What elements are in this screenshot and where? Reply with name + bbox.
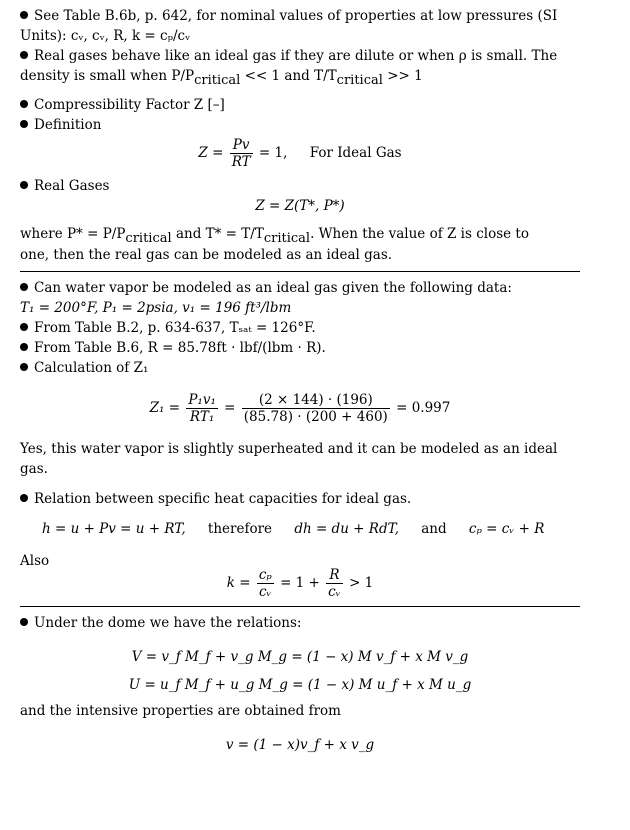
bullet-definition: Definition xyxy=(20,115,580,135)
section-divider-1 xyxy=(20,271,580,272)
intensive-line: and the intensive properties are obtained from xyxy=(20,703,341,719)
fraction-cp-cv: $\frac{\text{cₚ}}{\text{cᵥ}}$ xyxy=(258,567,272,600)
equation-V: V = v_f M_f + v_g M_g = (1 − x) M v_f + x M v_g xyxy=(131,649,469,665)
bullet-real-gases-line2: density is small when P/Pcritical << 1 and T/Tcritical >> 1 xyxy=(20,68,423,88)
bullet-icon xyxy=(20,618,28,626)
where-line1: where P* = P/Pcritical and T* = T/Tcritical. When the value of Z is close to xyxy=(20,226,529,246)
bullet-icon xyxy=(20,100,28,108)
bullet-calc-z1: Calculation of Z₁ xyxy=(20,358,580,378)
bullet-icon xyxy=(20,494,28,502)
bullet-icon xyxy=(20,343,28,351)
bullet-see-table-line1: See Table B.6b, p. 642, for nominal values of properties at low pressures (SI xyxy=(20,6,580,26)
yes-line2: gas. xyxy=(20,461,48,477)
bullet-compressibility: Compressibility Factor Z [–] xyxy=(20,95,580,115)
bullet-specific-heat: Relation between specific heat capacities for ideal gas. xyxy=(20,489,580,509)
bullet-real-gases-heading: Real Gases xyxy=(20,176,580,196)
bullet-icon xyxy=(20,363,28,371)
where-line2: one, then the real gas can be modeled as an ideal gas. xyxy=(20,247,393,263)
bullet-real-gases-line1: Real gases behave like an ideal gas if they are dilute or when ρ is small. The xyxy=(20,46,580,66)
bullet-water-vapor: Can water vapor be modeled as an ideal gas given the following data: xyxy=(20,278,580,298)
equation-z-definition: Z = $\frac{Pv}{RT}$ = 1, For Ideal Gas xyxy=(198,137,402,170)
fraction-pv-rt: $\frac{Pv}{RT}$ xyxy=(231,137,251,170)
bullet-table-b6: From Table B.6, R = 85.78ft · lbf/(lbm · R). xyxy=(20,338,580,358)
equation-U: U = u_f M_f + u_g M_g = (1 − x) M u_f + x M u_g xyxy=(128,677,472,693)
bullet-see-table-line2: Units): cᵥ, cᵥ, R, k = cₚ/cᵥ xyxy=(20,28,191,44)
bullet-under-dome: Under the dome we have the relations: xyxy=(20,613,580,633)
bullet-icon xyxy=(20,120,28,128)
bullet-icon xyxy=(20,283,28,291)
equation-enthalpy: h = u + Pv = u + RT, therefore dh = du + RdT, and cₚ = cᵥ + R xyxy=(42,521,545,537)
fraction-p1v1-rt1: $\frac{\text{P₁v₁}}{\text{RT₁}}$ xyxy=(188,392,216,425)
equation-k: k = $\frac{\text{cₚ}}{\text{cᵥ}}$ = 1 + $\frac{R}{\text{cᵥ}}$ > 1 xyxy=(226,567,374,600)
bullet-icon xyxy=(20,51,28,59)
yes-line1: Yes, this water vapor is slightly superheated and it can be modeled as an ideal xyxy=(20,441,558,457)
bullet-icon xyxy=(20,11,28,19)
bullet-icon xyxy=(20,323,28,331)
equation-z-real: Z = Z(T*, P*) xyxy=(255,198,345,214)
section-divider-2 xyxy=(20,606,580,607)
also-label: Also xyxy=(20,553,50,569)
fraction-numeric: $\frac{(2 \times 144) \cdot (196)}{(85.78) \cdot (200 + 460)}$ xyxy=(243,392,388,425)
equation-z1-calculation: Z₁ = $\frac{\text{P₁v₁}}{\text{RT₁}}$ = $\frac{(2 \times 144) \cdot (196)}{(85.78) \cdot (200 + 460)}$ = 0.997 xyxy=(149,392,451,425)
given-data-line: T₁ = 200°F, P₁ = 2psia, v₁ = 196 ft³/lbm xyxy=(20,300,292,316)
equation-v: v = (1 − x)v_f + x v_g xyxy=(225,737,375,753)
bullet-icon xyxy=(20,181,28,189)
bullet-table-b2: From Table B.2, p. 634-637, Tₛₐₜ = 126°F. xyxy=(20,318,580,338)
document-page xyxy=(20,6,580,755)
fraction-r-cv: $\frac{R}{\text{cᵥ}}$ xyxy=(328,567,341,600)
